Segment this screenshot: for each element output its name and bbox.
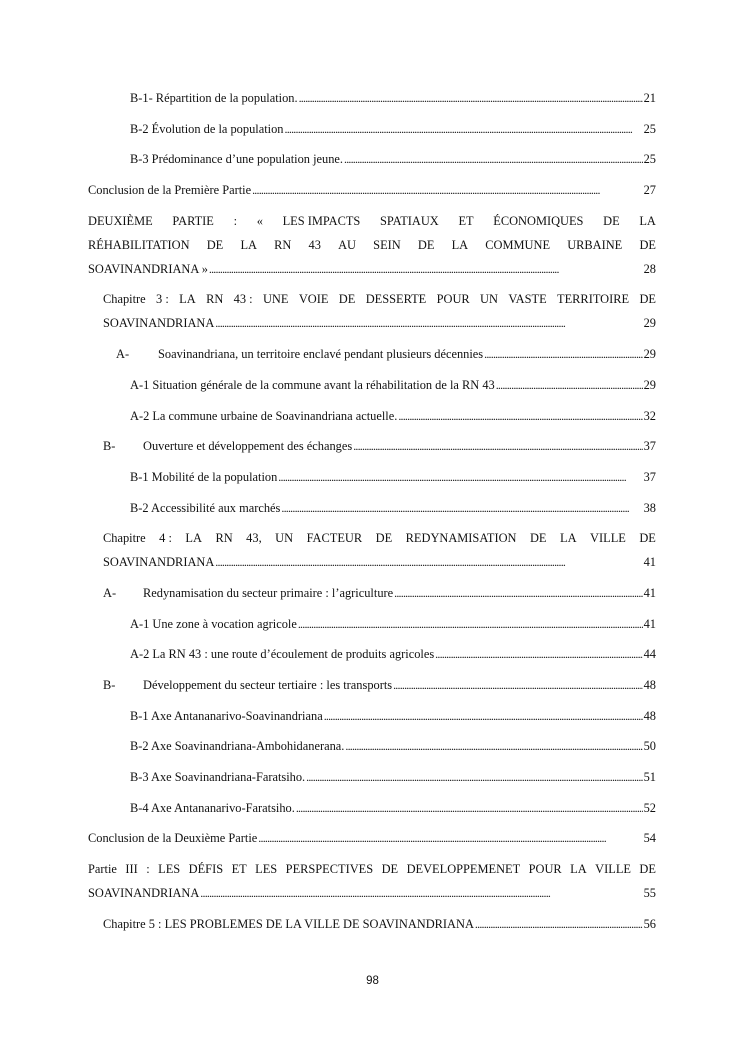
word: DE	[206, 237, 224, 252]
word: VILLE	[590, 531, 626, 546]
word: LES	[158, 862, 181, 877]
section-marker: B-	[103, 439, 116, 454]
toc-entry-title	[103, 673, 392, 697]
toc-entry	[88, 796, 656, 820]
word: Chapitre	[103, 531, 146, 546]
word: 4 :	[159, 531, 172, 546]
toc-entry-title: B-1 Axe Antananarivo-Soavinandriana	[130, 708, 323, 723]
word: DESSERTE	[365, 292, 427, 307]
word: POUR	[528, 862, 562, 877]
word: DE	[381, 862, 399, 877]
word: UN	[275, 531, 294, 546]
toc-entry	[88, 642, 656, 666]
toc-entry	[88, 673, 656, 697]
word: :	[233, 213, 238, 228]
dot-leader	[393, 673, 643, 697]
toc-page-number: 56	[643, 916, 656, 931]
word: Chapitre	[103, 292, 146, 307]
toc-title-line	[88, 233, 656, 257]
toc-entry-title: A-2 La RN 43 : une route d’écoulement de produits agricoles	[130, 647, 435, 662]
dot-leader	[298, 612, 643, 636]
word: RN	[274, 237, 292, 252]
toc-page-number: 37	[643, 439, 656, 454]
word: LA	[570, 862, 587, 877]
toc-entry-title	[103, 581, 393, 605]
toc-entry	[88, 117, 656, 141]
toc-page-number: 41	[643, 555, 656, 570]
toc-entry-title: SOAVINANDRIANA	[103, 555, 215, 570]
word: LES	[255, 862, 278, 877]
word: URBAINE	[567, 237, 623, 252]
toc-title-line	[88, 209, 656, 233]
toc-entry	[88, 434, 656, 458]
toc-entry-title: SOAVINANDRIANA	[103, 316, 215, 331]
word: RN	[215, 531, 233, 546]
word: SEIN	[373, 237, 401, 252]
section-title: Redynamisation du secteur primaire : l’agriculture	[143, 585, 394, 600]
word: VILLE	[595, 862, 631, 877]
toc-entry-title: B-2 Accessibilité aux marchés	[130, 500, 281, 515]
toc-page-number: 25	[643, 121, 656, 136]
word: POUR	[436, 292, 470, 307]
dot-leader	[215, 550, 642, 574]
dot-leader	[398, 404, 642, 428]
toc-entry-title: Chapitre 5 : LES PROBLEMES DE LA VILLE DE SOAVINANDRIANA	[103, 916, 474, 931]
toc-title-line	[103, 526, 656, 550]
toc-page-number: 37	[643, 469, 656, 484]
toc-entry-title: A-1 Une zone à vocation agricole	[130, 616, 297, 631]
toc-title-line	[88, 881, 656, 905]
word: DÉFIS	[188, 862, 224, 877]
toc-title-line	[103, 287, 656, 311]
word: RÉHABILITATION	[88, 237, 190, 252]
word: UN	[480, 292, 498, 307]
word: 43 :	[233, 292, 253, 307]
toc-entry	[88, 765, 656, 789]
toc-page-number: 29	[643, 377, 656, 392]
toc-entry-title: B-2 Évolution de la population	[130, 121, 284, 136]
toc-page-number: 32	[643, 408, 656, 423]
toc-entry	[88, 581, 656, 605]
page-number: 98	[366, 975, 379, 987]
word: DE	[639, 862, 656, 877]
toc-entry	[88, 496, 656, 520]
toc-page-number: 44	[643, 647, 656, 662]
dot-leader	[345, 734, 642, 758]
word: LA	[560, 531, 577, 546]
word: DE	[639, 292, 656, 307]
toc-entry-part-3	[88, 857, 656, 905]
toc-entry	[88, 147, 656, 171]
toc-page-number: 48	[643, 708, 656, 723]
toc-entry-title	[116, 342, 483, 366]
toc-title-line	[103, 550, 656, 574]
toc-page-number: 55	[643, 886, 656, 901]
word: ÉCONOMIQUES	[493, 213, 584, 228]
word: 43	[308, 237, 321, 252]
section-marker: B-	[103, 678, 116, 692]
dot-leader	[281, 496, 642, 520]
toc-entry-title: B-1- Répartition de la population.	[130, 91, 298, 105]
word: PERSPECTIVES	[285, 862, 374, 877]
dot-leader	[475, 912, 643, 936]
toc-entry	[88, 342, 656, 366]
word: VASTE	[508, 292, 547, 307]
toc-entry	[88, 373, 656, 397]
word: DE	[529, 531, 547, 546]
word: LES IMPACTS	[282, 213, 361, 228]
toc-page-number: 29	[643, 347, 656, 362]
toc-page-number: 41	[643, 585, 656, 600]
word: COMMUNE	[485, 237, 551, 252]
dot-leader	[435, 642, 642, 666]
dot-leader	[344, 147, 643, 171]
toc-entry-title	[103, 434, 352, 458]
toc-page-number: 48	[643, 678, 656, 692]
toc-entry-part-2	[88, 209, 656, 281]
table-of-contents	[88, 86, 656, 943]
toc-entry-chapter-4	[88, 526, 656, 574]
toc-page-number: 29	[643, 316, 656, 331]
toc-page-number: 41	[643, 616, 656, 631]
word: :	[146, 862, 150, 877]
word: DEVELOPPEMENET	[406, 862, 521, 877]
toc-page-number: 28	[643, 261, 656, 276]
toc-entry-title: Conclusion de la Deuxième Partie	[88, 831, 258, 846]
word: 3 :	[156, 292, 169, 307]
word: LA	[185, 531, 202, 546]
word: LA	[179, 292, 196, 307]
word: Partie	[88, 862, 117, 877]
toc-page-number: 38	[643, 500, 656, 515]
toc-entry-title: A-1 Situation générale de la commune avant la réhabilitation de la RN 43	[130, 377, 495, 392]
toc-page-number: 25	[643, 152, 656, 167]
toc-page-number: 52	[643, 800, 656, 815]
section-title: Soavinandriana, un territoire enclavé pendant plusieurs décennies	[158, 347, 484, 362]
toc-entry	[88, 912, 656, 936]
toc-page-number: 51	[643, 770, 656, 785]
dot-leader	[306, 765, 642, 789]
dot-leader	[296, 796, 643, 820]
toc-entry	[88, 178, 656, 202]
dot-leader	[278, 465, 642, 489]
word: DE	[639, 531, 656, 546]
word: 43,	[246, 531, 262, 546]
dot-leader	[215, 311, 642, 335]
toc-entry-chapter-3	[88, 287, 656, 335]
word: UNE	[262, 292, 289, 307]
word: REDYNAMISATION	[405, 531, 517, 546]
word: PARTIE	[172, 213, 214, 228]
dot-leader	[299, 86, 643, 110]
toc-entry	[88, 826, 656, 850]
word: DE	[639, 237, 656, 252]
toc-entry-title: B-3 Axe Soavinandriana-Faratsiho.	[130, 770, 306, 785]
word: VOIE	[298, 292, 329, 307]
toc-entry-title: Conclusion de la Première Partie	[88, 183, 252, 198]
toc-entry	[88, 734, 656, 758]
section-marker: A-	[103, 585, 117, 600]
toc-title-line	[103, 311, 656, 335]
dot-leader	[484, 342, 642, 366]
word: ET	[458, 213, 474, 228]
dot-leader	[200, 881, 642, 905]
dot-leader	[252, 178, 643, 202]
word: III	[125, 862, 138, 877]
toc-entry	[88, 86, 656, 110]
toc-entry-title: B-3 Prédominance d’une population jeune.	[130, 152, 343, 167]
toc-page-number: 27	[643, 183, 656, 198]
toc-entry	[88, 404, 656, 428]
toc-entry-title: SOAVINANDRIANA	[88, 886, 200, 901]
dot-leader	[258, 826, 642, 850]
word: TERRITOIRE	[557, 292, 630, 307]
toc-title-line	[88, 857, 656, 881]
toc-entry	[88, 465, 656, 489]
toc-entry-title: B-2 Axe Soavinandriana-Ambohidanerana.	[130, 739, 345, 754]
dot-leader	[496, 373, 643, 397]
section-title: Ouverture et développement des échanges	[143, 439, 353, 454]
toc-entry-title: A-2 La commune urbaine de Soavinandriana actuelle.	[130, 408, 398, 423]
toc-entry-title: B-1 Mobilité de la population	[130, 469, 278, 484]
word: RN	[206, 292, 224, 307]
dot-leader	[324, 704, 643, 728]
word: AU	[338, 237, 356, 252]
word: DE	[603, 213, 620, 228]
dot-leader	[353, 434, 642, 458]
toc-page-number: 21	[643, 91, 656, 105]
dot-leader	[285, 117, 643, 141]
dot-leader	[394, 581, 642, 605]
word: FACTEUR	[306, 531, 363, 546]
toc-entry-title: SOAVINANDRIANA »	[88, 261, 208, 276]
word: DEUXIÈME	[88, 213, 153, 228]
word: DE	[375, 531, 393, 546]
word: DE	[338, 292, 356, 307]
toc-title-line	[88, 257, 656, 281]
word: LA	[639, 213, 656, 228]
word: LA	[451, 237, 469, 252]
word: SPATIAUX	[379, 213, 439, 228]
toc-page-number: 50	[643, 739, 656, 754]
word: LA	[240, 237, 257, 252]
dot-leader	[209, 257, 643, 281]
toc-entry	[88, 612, 656, 636]
word: «	[256, 213, 263, 228]
word: ET	[231, 862, 247, 877]
section-title: Développement du secteur tertiaire : les transports	[143, 678, 393, 692]
section-marker: A-	[116, 347, 130, 362]
toc-entry	[88, 704, 656, 728]
toc-entry-title: B-4 Axe Antananarivo-Faratsiho.	[130, 800, 295, 815]
toc-page-number: 54	[643, 831, 656, 846]
word: DE	[417, 237, 435, 252]
